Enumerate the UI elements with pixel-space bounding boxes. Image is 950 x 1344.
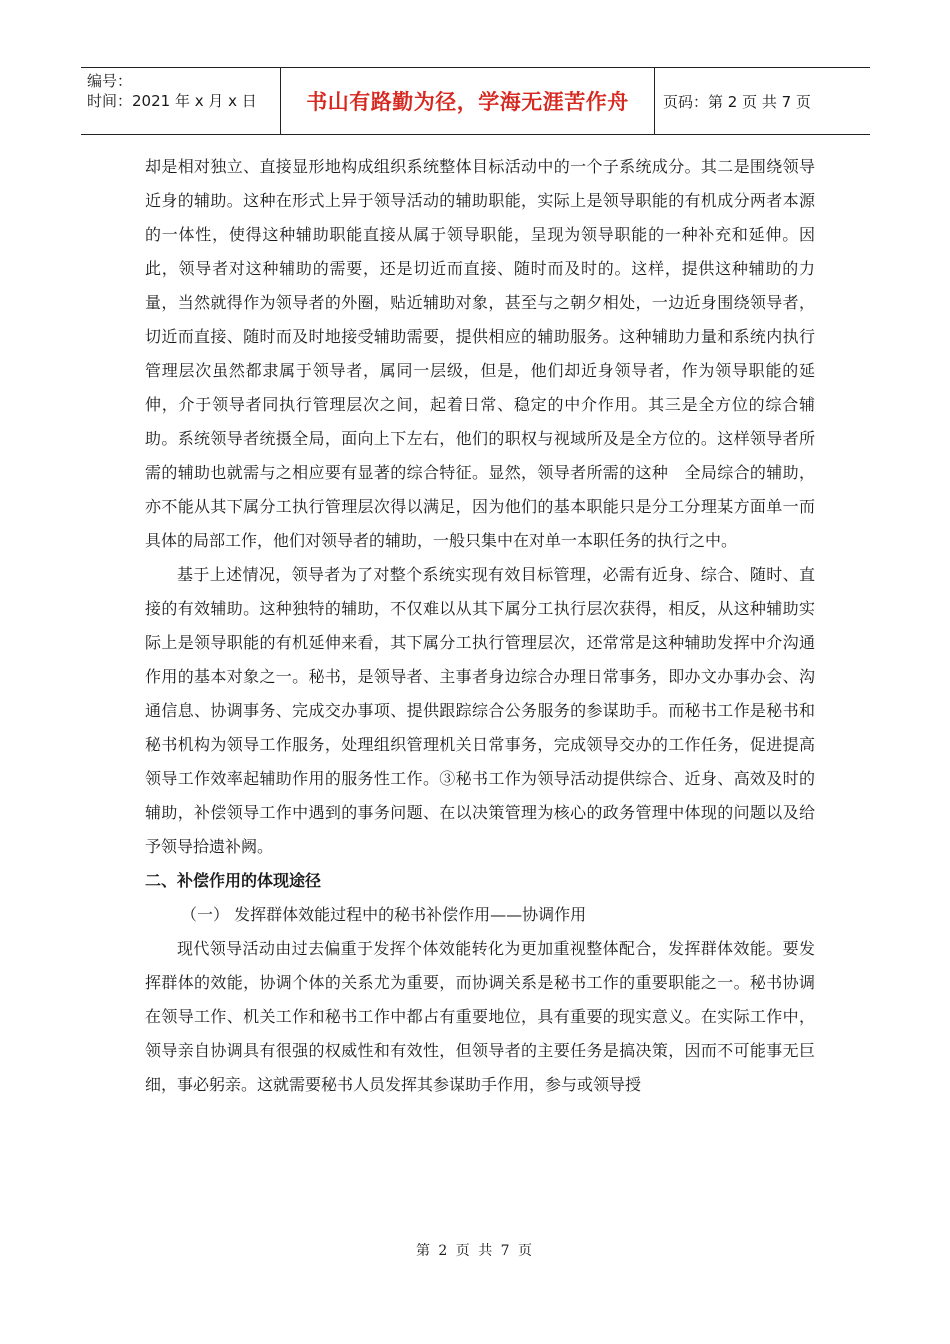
body-paragraph: 现代领导活动由过去偏重于发挥个体效能转化为更加重视整体配合，发挥群体效能。要发挥群体的效能，协调个体的关系尤为重要，而协调关系是秘书工作的重要职能之一。秘书协调在领导工作、机关工作和秘书工作中都占有重要地位，具有重要的现实意义。在实际工作中，领导亲自协调具有很强的权威性和有效性，但领导者的主要任务是搞决策，因而不可能事无巨细，事必躬亲。这就需要秘书人员发挥其参谋助手作用，参与或领导授 (145, 939, 815, 1094)
body-paragraph: 基于上述情况，领导者为了对整个系统实现有效目标管理，必需有近身、综合、随时、直接的有效辅助。这种独特的辅助，不仅难以从其下属分工执行层次获得，相反，从这种辅助实际上是领导职能的有机延伸来看，其下属分工执行管理层次，还常常是这种辅助发挥中介沟通作用的基本对象之一。秘书，是领导者、主事者身边综合办理日常事务，即办文办事办会、沟通信息、协调事务、完成交办事项、提供跟踪综合公务服务的参谋助手。而秘书工作是秘书和秘书机构为领导工作服务，处理组织管理机关日常事务，完成领导交办的工作任务，促进提高领导工作效率起辅助作用的服务性工作。③秘书工作为领导活动提供综合、近身、高效及时的辅助，补偿领导工作中遇到的事务问题、在以决策管理为核心的政务管理中体现的问题以及给予领导拾遗补阙。 (145, 565, 815, 856)
header-page-info: 页码：第 2 页 共 7 页 (663, 92, 811, 111)
document-body (145, 150, 815, 1102)
subsection-heading: （一） 发挥群体效能过程中的秘书补偿作用——协调作用 (181, 905, 587, 924)
section-heading: 二、补偿作用的体现途径 (145, 871, 322, 890)
header-meta (81, 68, 281, 134)
body-paragraph: 却是相对独立、直接显形地构成组织系统整体目标活动中的一个子系统成分。其二是围绕领导近身的辅助。这种在形式上异于领导活动的辅助职能，实际上是领导职能的有机成分两者本源的一体性，使得这种辅助职能直接从属于领导职能，呈现为领导职能的一种补充和延伸。因此，领导者对这种辅助的需要，还是切近而直接、随时而及时的。这样，提供这种辅助的力量，当然就得作为领导者的外圈，贴近辅助对象，甚至与之朝夕相处，一边近身围绕领导者，切近而直接、随时而及时地接受辅助需要，提供相应的辅助服务。这种辅助力量和系统内执行管理层次虽然都隶属于领导者，属同一层级，但是，他们却近身领导者，作为领导职能的延伸，介于领导者同执行管理层次之间，起着日常、稳定的中介作用。其三是全方位的综合辅助。系统领导者统摄全局，面向上下左右，他们的职权与视域所及是全方位的。这样领导者所需的辅助也就需与之相应要有显著的综合特征。显然，领导者所需的这种 全局综合的辅助，亦不能从其下属分工执行管理层次得以满足，因为他们的基本职能只是分工分理某方面单一而具体的局部工作，他们对领导者的辅助，一般只集中在对单一本职任务的执行之中。 (145, 157, 815, 550)
page-header (81, 67, 870, 135)
header-motto: 书山有路勤为径，学海无涯苦作舟 (281, 68, 655, 134)
document-date: 时间：2021 年 x 月 x 日 (87, 92, 257, 110)
page-footer: 第 2 页 共 7 页 (415, 1243, 535, 1259)
document-number-label: 编号： (87, 72, 133, 90)
